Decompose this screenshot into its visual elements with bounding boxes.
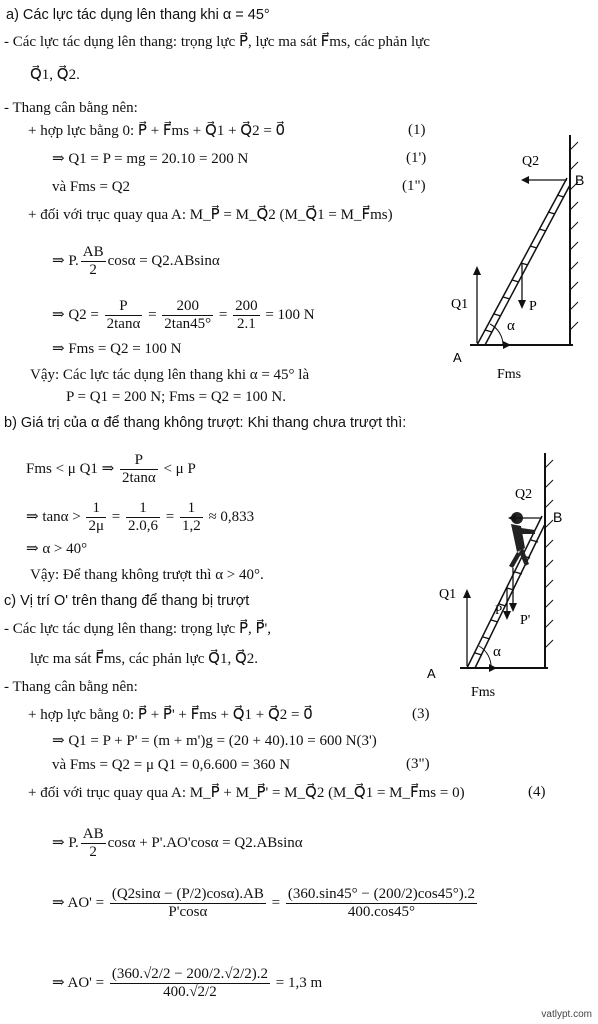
part-a-moment: + đối với trục quay qua A: M_P⃗ = M_Q⃗2 (M_Q⃗1 = M_F⃗ms) [28,207,393,223]
ao2-lhs: ⇒ AO' = [52,974,105,991]
label-q1: Q1 [451,297,469,312]
frac-den: 2tanα [122,470,156,486]
frac-num: AB [82,826,104,842]
part-b-tan: ⇒ tanα > $\frac{1}{2\mu}$ = $\frac{1}{2.0,6}$ = $\frac{1}{1,2}$ ≈ 0,833 [26,500,255,534]
pp-rhs: cosα + P'.AO'cosα = Q2.ABsinα [107,834,303,851]
part-b-conclusion: Vậy: Để thang không trượt thì α > 40°. [30,567,264,583]
fraction-200-2-1 [233,298,260,333]
frac-den: 2.0,6 [127,518,158,534]
frac-num: 200 [176,298,199,314]
q1-arrow-head [473,266,481,275]
pp-lhs: ⇒ P. [52,834,79,851]
pp-arrow-head [509,603,517,612]
part-a-equilibrium: - Thang cân bằng nên: [4,100,138,116]
part-a-fms: và Fms = Q2 [52,179,131,195]
eq-number-1: (1) [408,122,426,138]
part-c-ao-eq2 [52,966,322,1001]
eq-number-1pp: (1") [402,178,426,194]
fraction-ab-2 [81,244,106,279]
eq-number-4: (4) [528,784,546,800]
fms-arrow-head [503,341,511,349]
p-ab-rhs: cosα = Q2.ABsinα [107,252,220,269]
frac-num: P [134,452,144,468]
q2-result: = 100 N [265,306,315,323]
label-b: B [575,172,585,188]
part-c-pp-eq [52,826,303,861]
ineq-rhs: < μ P [163,460,196,477]
part-c-q1: ⇒ Q1 = P + P' = (m + m')g = (20 + 40).10 = 600 N(3') [52,733,377,749]
ladder-rail-left [467,516,542,668]
p-ab-lhs: ⇒ P. [52,252,79,269]
frac-num: (360.sin45° − (200/2)cos45°).2 [287,886,475,902]
frac-den: 2tanα [106,316,141,332]
fraction-p-2tan [105,298,143,333]
part-c-moment: + đối với trục quay qua A: M_P⃗ + M_P⃗' = M_Q⃗2 (M_Q⃗1 = M_F⃗ms = 0) [28,785,465,801]
frac-den: 400.cos45° [286,903,477,921]
tan-result: ≈ 0,833 [208,508,255,525]
frac-num: (Q2sinα − (P/2)cosα).AB [111,886,264,902]
frac-num: (360.√2/2 − 200/2.√2/2).2 [111,966,268,982]
frac-num: 1 [92,500,100,516]
frac-den: 1,2 [181,518,201,534]
ineq-lhs: Fms < μ Q1 ⇒ [26,460,115,477]
label-alpha: α [507,318,515,334]
part-c-ao-eq1: ⇒ AO' = $\frac{(Q2\sin\alpha - (P/2)\cos\alpha).AB}{P'\cos\alpha}$ = $\frac{(360.\sin 45^\circ - (200/2)\cos 45^\circ).2}{400.\cos 45^\circ}$ [52,886,475,920]
frac-num: P [119,298,128,314]
watermark: vatlypt.com [541,1009,592,1020]
fraction-ao-numeric [286,886,477,921]
part-c-fms: và Fms = Q2 = μ Q1 = 0,6.600 = 360 N [52,757,291,773]
frac-den: 2.1 [233,315,260,333]
label-pp: P' [520,613,531,628]
eq-number-3pp: (3") [406,756,430,772]
eq-number-1p: (1') [406,150,427,166]
part-a-q2-eq: ⇒ Q2 = $\frac{P}{2\tan\alpha}$ = $\frac{200}{2\tan 45^\circ}$ = $\frac{200}{2.1}$ = 100 N [52,298,315,332]
part-b-title: b) Giá trị của α để thang không trượt: Khi thang chưa trượt thì: [4,415,407,431]
q2-arrow-head [521,176,529,184]
fraction-1-12 [180,500,203,535]
part-c-title: c) Vị trí O' trên thang để thang bị trượt [4,593,250,609]
eq-number-3: (3) [412,706,430,722]
part-a-q1: ⇒ Q1 = P = mg = 20.10 = 200 N [52,151,249,167]
label-a: A [427,666,436,681]
label-fms: Fms [497,367,522,382]
fraction-200-2tan45 [162,298,213,333]
label-q1: Q1 [439,587,457,602]
ladder-rail-right [475,524,545,668]
label-fms: Fms [471,685,496,700]
part-a-conclusion1: Vậy: Các lực tác dụng lên thang khi α = 45° là [30,367,310,383]
label-alpha: α [493,644,501,660]
part-c-forces-line2: lực ma sát F⃗ms, các phản lực Q⃗1, Q⃗2. [30,651,259,667]
frac-num: 1 [187,500,196,516]
ladder-rungs [485,195,564,332]
part-a-p-ab-eq [52,244,220,279]
ao2-result: = 1,3 m [275,974,323,991]
label-b: B [553,509,563,525]
frac-den: 2μ [88,518,105,534]
fraction-ab-2 [81,826,106,861]
ladder-rail-left [477,178,567,345]
label-p: P [529,299,537,314]
fraction-1-2mu [86,500,106,535]
frac-den: 2tan45° [164,316,212,332]
part-c-forces-line1: - Các lực tác dụng lên thang: trọng lực P⃗, P⃗', [4,621,271,637]
frac-den: 400.√2/2 [110,983,270,1001]
ladder-figure-1 [425,130,590,385]
frac-num: 1 [139,500,147,516]
label-p: P [495,602,503,617]
wall-hatch [570,142,578,330]
p-arrow-head [503,611,511,620]
part-a-title: a) Các lực tác dụng lên thang khi α = 45° [6,7,270,23]
part-c-sum-zero: + hợp lực bằng 0: P⃗ + P⃗' + F⃗ms + Q⃗1 + Q⃗2 = 0⃗ [28,707,313,723]
part-a-forces-line1: - Các lực tác dụng lên thang: trọng lực P⃗, lực ma sát F⃗ms, các phản lực [4,34,430,50]
q1-arrow-head [463,589,471,598]
ladder-figure-2 [425,448,590,703]
part-b-alpha: ⇒ α > 40° [26,541,88,557]
ao1-lhs: ⇒ AO' = [52,894,105,911]
frac-den: 2 [81,261,106,279]
tan-lhs: ⇒ tanα > [26,508,81,525]
label-q2: Q2 [522,154,540,169]
label-q2: Q2 [515,487,533,502]
part-a-fms-result: ⇒ Fms = Q2 = 100 N [52,341,182,357]
fms-arrow-head [489,664,497,672]
part-c-equilibrium: - Thang cân bằng nên: [4,679,138,695]
frac-den: 2 [81,843,106,861]
label-a: A [453,350,462,365]
angle-arc [490,324,503,345]
frac-num: AB [82,244,104,260]
part-a-forces-line2: Q⃗1, Q⃗2. [30,67,80,83]
q2-lhs: ⇒ Q2 = [52,306,99,323]
fraction-ao-sqrt [110,966,270,1001]
wall-hatch [545,460,553,648]
part-a-conclusion2: P = Q1 = 200 N; Fms = Q2 = 100 N. [66,389,286,405]
frac-num: 200 [235,298,258,314]
part-a-sum-zero: + hợp lực bằng 0: P⃗ + F⃗ms + Q⃗1 + Q⃗2 = 0⃗ [28,123,286,139]
frac-den: P'cosα [110,903,266,921]
fraction-p-2tan [120,452,158,487]
fraction-1-2-06 [126,500,160,535]
part-b-inequality [26,452,196,487]
fraction-ao-general [110,886,266,921]
p-arrow-head [518,300,526,309]
